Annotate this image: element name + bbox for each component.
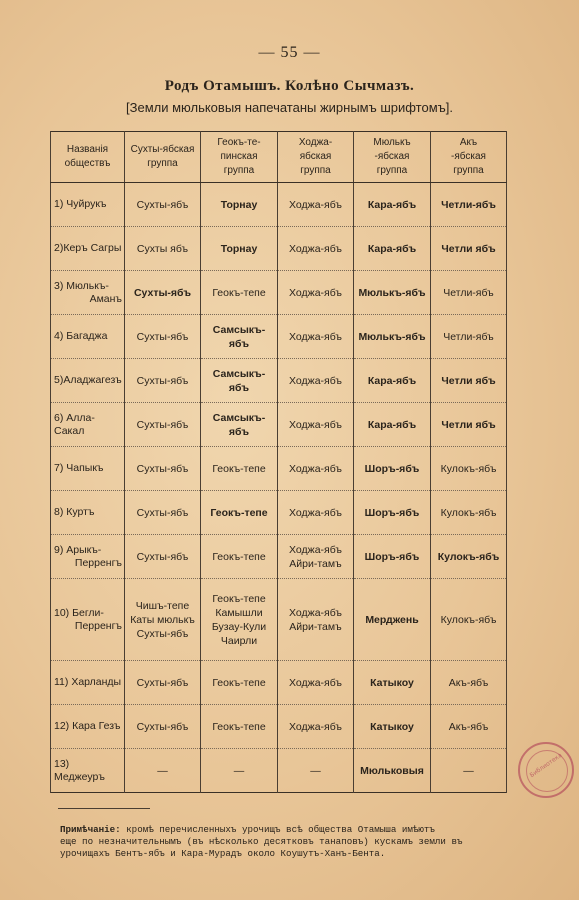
table-row (51, 227, 507, 271)
land-name: Сухты-ябъ (136, 550, 189, 563)
land-cell (431, 705, 507, 749)
land-cell (201, 359, 278, 403)
land-cell (354, 661, 431, 705)
society-name-cell (51, 491, 125, 535)
land-name: Геокъ-тепе (212, 720, 266, 733)
column-header-line: ябская (299, 151, 332, 162)
land-cell (431, 227, 507, 271)
society-name-cell (51, 359, 125, 403)
table-row (51, 579, 507, 661)
land-name: Катыкоу (370, 676, 414, 689)
table-row (51, 183, 507, 227)
land-cell (431, 749, 507, 793)
land-name: Катыкоу (370, 720, 414, 733)
land-cell (278, 705, 354, 749)
society-name-cell (51, 705, 125, 749)
table-row (51, 705, 507, 749)
land-cell (431, 491, 507, 535)
land-cell (431, 579, 507, 661)
land-cell (201, 271, 278, 315)
land-name: Акъ-ябъ (448, 676, 489, 689)
footnote-line-3: урочищахъ Бентъ-ябъ и Кара-Мурадъ около Коушутъ-Ханъ-Бента. (60, 848, 386, 859)
society-name: Перренгъ (74, 619, 122, 632)
society-name: 5)Аладжагезъ (54, 374, 122, 386)
land-name: Геокъ-тепе (212, 550, 266, 563)
land-name: Кулокъ-ябъ (440, 506, 497, 519)
land-name: Четли-ябъ (441, 198, 496, 211)
land-cell (354, 491, 431, 535)
land-cell (278, 491, 354, 535)
column-header-line: Сухты-ябская группа (130, 144, 195, 169)
land-name: Сухты-ябъ (136, 720, 189, 733)
society-name: 8) Куртъ (54, 506, 95, 518)
land-name: Геокъ-тепе (212, 676, 266, 689)
column-header-line: группа (300, 165, 331, 176)
society-name: 3) Мюлькъ- (54, 279, 109, 292)
land-cell (354, 227, 431, 271)
society-name: 9) Арыкъ- (54, 543, 102, 556)
land-cell (278, 579, 354, 661)
land-name: — (463, 764, 474, 777)
land-cell (431, 183, 507, 227)
land-name: — (157, 764, 168, 777)
land-name: Кулокъ-ябъ (440, 613, 497, 626)
land-cell (125, 315, 201, 359)
land-name: Четли ябъ (441, 374, 496, 387)
land-name: Сухты-ябъ (136, 676, 189, 689)
land-cell (278, 447, 354, 491)
column-header-line: -ябская (374, 151, 410, 162)
land-cell (278, 271, 354, 315)
land-cell (201, 315, 278, 359)
society-name-cell (51, 749, 125, 793)
land-name: Сухты-ябъ (136, 627, 189, 640)
land-name: Геокъ-тепе (212, 462, 266, 475)
footnote-line-1 (60, 824, 510, 836)
land-name: Четли ябъ (441, 242, 496, 255)
land-cell (278, 359, 354, 403)
land-cell (125, 403, 201, 447)
column-header-line: Акъ (459, 137, 478, 148)
land-cell (201, 705, 278, 749)
society-name: 7) Чапыкъ (54, 462, 104, 474)
society-name-cell (51, 661, 125, 705)
land-name: Ходжа-ябъ (289, 418, 342, 431)
land-name: Самсыкъ-ябъ (212, 367, 266, 394)
land-cell (278, 315, 354, 359)
society-name: 12) Кара Гезъ (54, 720, 121, 732)
column-header-5 (431, 132, 507, 183)
land-cell (431, 447, 507, 491)
land-name: Ходжа-ябъ (289, 720, 342, 733)
column-header-line: Геокъ-те- (217, 137, 261, 148)
land-name: Сухты-ябъ (133, 286, 192, 299)
table-row (51, 271, 507, 315)
footnote-divider (58, 808, 150, 809)
land-cell (354, 579, 431, 661)
land-name: Мюлькъ-ябъ (358, 330, 426, 343)
table-row (51, 535, 507, 579)
table-body (51, 183, 507, 793)
land-name: Сухты-ябъ (136, 462, 189, 475)
column-header-line: -ябская (451, 151, 486, 162)
land-name: Кара-ябъ (367, 374, 417, 387)
land-cell (201, 447, 278, 491)
land-name: Ходжа-ябъ (289, 374, 342, 387)
land-cell (354, 403, 431, 447)
land-name: Торнау (220, 242, 258, 255)
land-cell (125, 227, 201, 271)
land-name: Ходжа-ябъ (289, 606, 342, 619)
land-cell (431, 403, 507, 447)
land-name: Сухты-ябъ (136, 198, 189, 211)
society-name: Аманъ (89, 292, 122, 305)
land-name: Чишъ-тепе (135, 599, 190, 612)
land-cell (125, 749, 201, 793)
column-header-line: группа (376, 165, 408, 176)
land-cell (278, 227, 354, 271)
land-cell (201, 183, 278, 227)
land-cell (278, 403, 354, 447)
land-cell (431, 315, 507, 359)
land-cell (278, 749, 354, 793)
column-header-line: обществъ (64, 158, 111, 169)
land-name: Самсыкъ-ябъ (212, 323, 266, 350)
society-name-cell (51, 271, 125, 315)
land-name: Четли ябъ (441, 418, 496, 431)
land-name: Самсыкъ-ябъ (212, 411, 266, 438)
column-header-line: Мюлькъ (373, 137, 411, 148)
library-stamp-text: Библиотека (528, 751, 564, 780)
land-cell (431, 271, 507, 315)
column-header-line: группа (453, 165, 484, 176)
land-name: Шоръ-ябъ (364, 506, 420, 519)
land-name: Геокъ-тепе (210, 506, 268, 519)
land-groups-table (50, 131, 507, 793)
column-header-line: Названія (66, 144, 109, 155)
land-cell (354, 749, 431, 793)
land-cell (354, 447, 431, 491)
land-name: Ходжа-ябъ (289, 506, 342, 519)
society-name: 13) Меджеуръ (54, 757, 105, 783)
land-name: Кара-ябъ (367, 198, 417, 211)
land-name: Ходжа-ябъ (289, 543, 342, 556)
land-name: Каты мюлькъ (130, 613, 195, 626)
land-cell (354, 535, 431, 579)
land-name: Сухты-ябъ (136, 374, 189, 387)
society-name-cell (51, 403, 125, 447)
land-cell (201, 661, 278, 705)
society-name: 11) Харланды (54, 676, 122, 688)
table-row (51, 359, 507, 403)
column-header-4 (354, 132, 431, 183)
society-name: Перренгъ (74, 556, 122, 569)
land-cell (201, 491, 278, 535)
table-row (51, 491, 507, 535)
library-stamp (518, 742, 574, 798)
land-name: Чаирли (220, 634, 258, 647)
society-name-cell (51, 447, 125, 491)
society-name: 4) Багаджа (54, 330, 108, 342)
land-cell (125, 183, 201, 227)
land-name: Ходжа-ябъ (289, 462, 342, 475)
page-title: Родъ Отамышъ. Колѣно Сычмазъ. (164, 78, 415, 94)
land-cell (125, 535, 201, 579)
page-number: — 55 — (258, 44, 321, 61)
land-cell (278, 183, 354, 227)
column-header-line: группа (223, 165, 255, 176)
land-name: Кулокъ-ябъ (440, 462, 497, 475)
table-row (51, 661, 507, 705)
table-header-row (51, 132, 507, 183)
land-cell (431, 359, 507, 403)
land-name: Сухты-ябъ (136, 418, 189, 431)
land-cell (201, 749, 278, 793)
table-row (51, 749, 507, 793)
land-name: Мюлькъ-ябъ (358, 286, 426, 299)
land-cell (125, 447, 201, 491)
land-cell (354, 315, 431, 359)
land-name: Геокъ-тепе (212, 286, 266, 299)
land-cell (278, 661, 354, 705)
land-name: Четли-ябъ (443, 330, 494, 343)
land-name: Ходжа-ябъ (289, 198, 342, 211)
footnote-line-2: еще по незначительнымъ (въ нѣсколько десятковъ танаповъ) кускамъ земли въ (60, 836, 463, 847)
land-name: Ходжа-ябъ (289, 330, 342, 343)
land-cell (125, 359, 201, 403)
society-name: 10) Бегли- (54, 606, 104, 619)
society-name-cell (51, 315, 125, 359)
land-name: Айри-тамъ (289, 557, 342, 570)
table-row (51, 403, 507, 447)
footnote (60, 824, 510, 860)
land-name: Сухты ябъ (136, 242, 189, 255)
column-header-line: пинская (220, 151, 258, 162)
land-name: Сухты-ябъ (136, 330, 189, 343)
society-name-cell (51, 227, 125, 271)
land-name: Торнау (220, 198, 258, 211)
society-name-cell (51, 183, 125, 227)
column-header-0 (51, 132, 125, 183)
land-name: Акъ-ябъ (448, 720, 489, 733)
land-name: Мюльковыя (360, 764, 424, 777)
footnote-text-1: кромѣ перечисленныхъ урочищъ всѣ общества Отамыша имѣютъ (126, 824, 435, 835)
footnote-lead: Примѣчаніе: (60, 824, 121, 835)
land-cell (125, 491, 201, 535)
land-cell (431, 661, 507, 705)
society-name: 6) Алла-Сакал (54, 411, 95, 437)
column-header-3 (278, 132, 354, 183)
land-cell (354, 271, 431, 315)
table-header (51, 132, 507, 183)
land-name: Шоръ-ябъ (364, 550, 420, 563)
land-cell (201, 227, 278, 271)
land-cell (201, 579, 278, 661)
land-cell (354, 183, 431, 227)
land-cell (201, 535, 278, 579)
land-cell (125, 705, 201, 749)
land-name: Айри-тамъ (289, 620, 342, 633)
land-name: Четли-ябъ (443, 286, 494, 299)
land-cell (125, 579, 201, 661)
land-name: Кара-ябъ (367, 418, 417, 431)
land-name: Геокъ-тепе (212, 592, 266, 605)
land-name: Камышли (215, 606, 263, 619)
land-cell (431, 535, 507, 579)
land-name: Бузау-Кули (211, 620, 267, 633)
land-name: — (233, 764, 245, 777)
table-row (51, 447, 507, 491)
land-name: Ходжа-ябъ (289, 286, 342, 299)
land-cell (125, 271, 201, 315)
column-header-1 (125, 132, 201, 183)
page-subtitle: [Земли мюльковыя напечатаны жирнымъ шрифтомъ]. (126, 100, 453, 115)
land-name: Шоръ-ябъ (364, 462, 420, 475)
land-name: Сухты-ябъ (136, 506, 189, 519)
table-row (51, 315, 507, 359)
land-name: Ходжа-ябъ (289, 242, 342, 255)
land-cell (125, 661, 201, 705)
society-name: 2)Керъ Сагры (54, 242, 122, 254)
land-name: Мерджень (365, 613, 419, 626)
land-cell (354, 359, 431, 403)
land-cell (354, 705, 431, 749)
land-name: Кара-ябъ (367, 242, 417, 255)
land-name: Кулокъ-ябъ (437, 550, 500, 563)
land-cell (201, 403, 278, 447)
column-header-2 (201, 132, 278, 183)
land-name: — (310, 764, 321, 777)
land-cell (278, 535, 354, 579)
society-name: 1) Чуйрукъ (54, 198, 107, 210)
society-name-cell (51, 535, 125, 579)
society-name-cell (51, 579, 125, 661)
land-name: Ходжа-ябъ (289, 676, 342, 689)
column-header-line: Ходжа- (298, 137, 333, 148)
